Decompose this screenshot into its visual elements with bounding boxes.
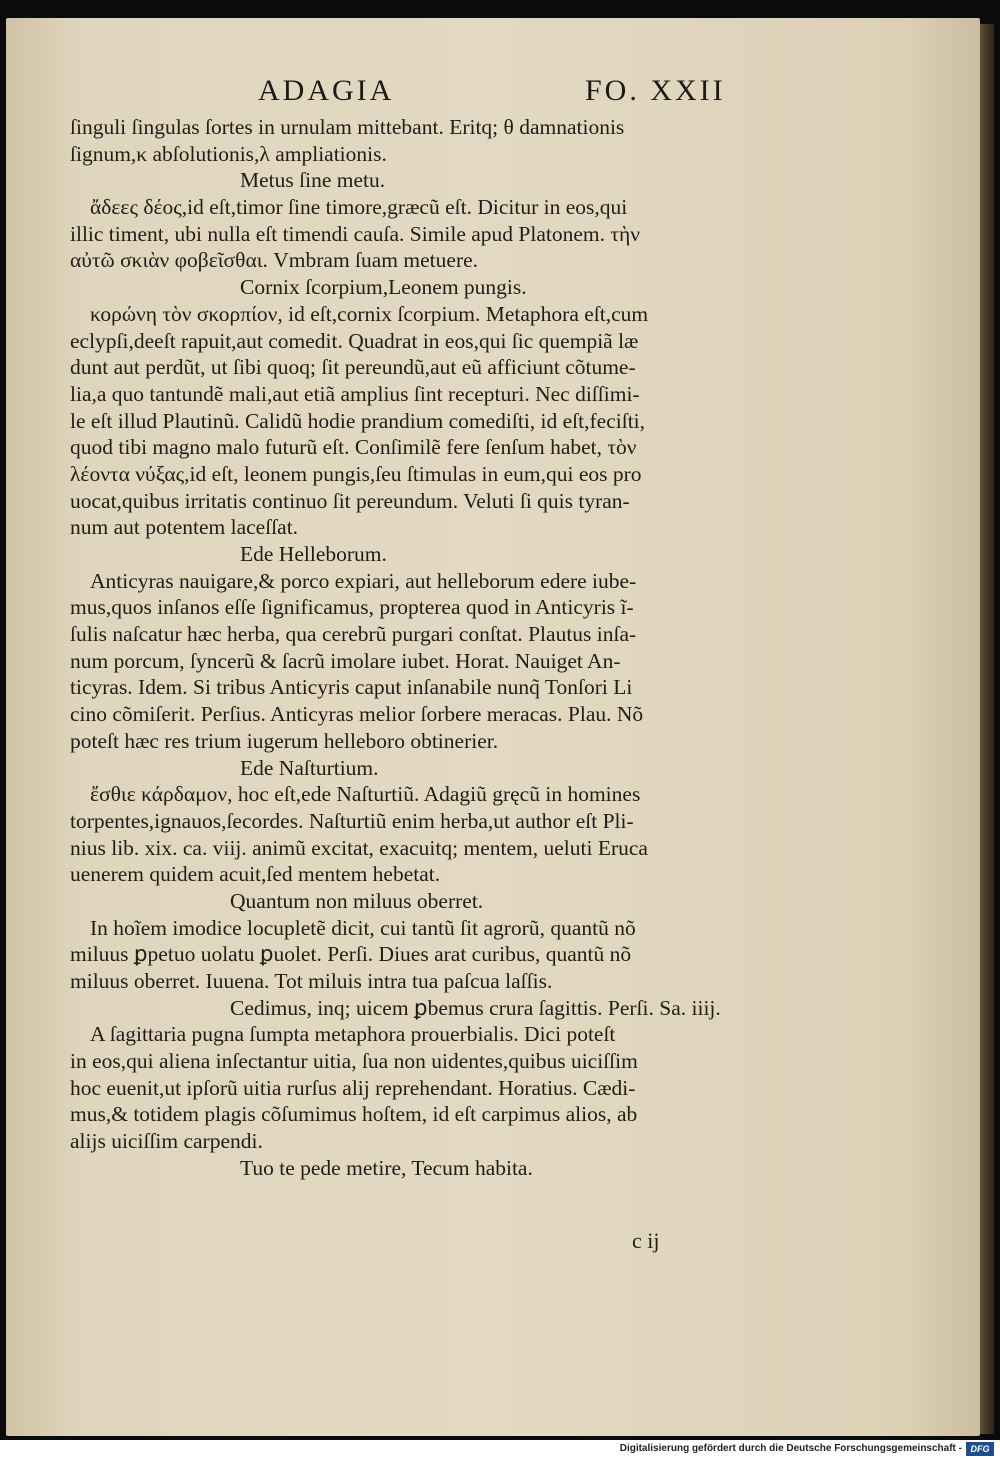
text-line: le eſt illud Plautinũ. Calidũ hodie prandium comediſti, id eſt,feciſti, — [70, 408, 646, 433]
text-line: num porcum, ſyncerũ & ſacrũ imolare iubet. Horat. Nauiget An- — [70, 648, 621, 673]
text-line: Anticyras nauigare,& porco expiari, aut helleborum edere iube- — [90, 568, 637, 593]
page-header — [0, 74, 1000, 114]
adage-heading: Ede Helleborum. — [240, 542, 387, 566]
page-edge — [980, 24, 994, 1434]
funding-credit: Digitalisierung gefördert durch die Deutsche Forschungsgemeinschaft - — [619, 1443, 962, 1454]
text-line: ἔσθιε κάρδαμον, hoc eſt,ede Naſturtiũ. Adagiũ gręcũ in homines — [90, 782, 641, 807]
footer-bar — [0, 1440, 1000, 1459]
signature-mark: c ij — [632, 1228, 660, 1253]
text-line: mus,quos inſanos eſſe ſignificamus, propterea quod in Anticyris ĩ- — [70, 595, 634, 620]
text-line: poteſt hæc res trium iugerum helleboro obtinerier. — [70, 728, 499, 753]
text-line: alijs uiciſſim carpendi. — [70, 1129, 263, 1154]
adage-heading: Metus ſine metu. — [240, 168, 386, 193]
text-line: ſulis naſcatur hæc herba, qua cerebrũ purgari conſtat. Plautus inſa- — [70, 622, 637, 647]
running-title: ADAGIA — [258, 74, 395, 107]
adage-heading: Tuo te pede metire, Tecum habita. — [240, 1155, 533, 1180]
text-line: in eos,qui aliena inſectantur uitia, ſua non uidentes,quibus uiciſſim — [70, 1049, 638, 1074]
text-line: A ſagittaria pugna ſumpta metaphora prouerbialis. Dici poteſt — [90, 1022, 616, 1047]
text-line: cino cõmiſerit. Perſius. Anticyras melior ſorbere meracas. Plau. Nõ — [70, 702, 644, 727]
text-line: quod tibi magno malo futurũ eſt. Conſimilẽ fere ſenſum habet, τὸν — [70, 435, 637, 460]
text-line: ſinguli ſingulas ſortes in urnulam mittebant. Eritq; θ damnationis — [70, 115, 625, 139]
text-line: num aut potentem laceſſat. — [70, 515, 299, 540]
adage-heading: Cornix ſcorpium,Leonem pungis. — [240, 275, 527, 300]
adage-heading: Cedimus, inq; uicem ꝑbemus crura ſagittis. Perſi. Sa. iiij. — [230, 995, 721, 1020]
adage-heading: Quantum non miluus oberret. — [230, 888, 484, 913]
text-line: torpentes,ignauos,ſecordes. Naſturtiũ enim herba,ut author eſt Pli- — [70, 808, 634, 833]
text-line: dunt aut perdũt, ut ſibi quoq; ſit pereundũ,aut eũ afficiunt cõtume- — [70, 355, 636, 380]
text-line: κορώνη τὸν σκορπίον, id eſt,cornix ſcorpium. Metaphora eſt,cum — [90, 301, 649, 326]
text-line: In hoĩem imodice locupletẽ dicit, cui tantũ ſit agrorũ, quantũ nõ — [90, 915, 636, 940]
folio-number: FO. XXII — [585, 74, 726, 107]
text-line: lia,a quo tantundẽ mali,aut etiã amplius ſint recepturi. Nec diſſimi- — [70, 381, 640, 406]
adage-heading: Ede Naſturtium. — [240, 755, 379, 780]
main-text-block — [70, 114, 770, 1182]
text-line: ſignum,κ abſolutionis,λ ampliationis. — [70, 141, 387, 166]
text-line: uenerem quidem acuit,ſed mentem hebetat. — [70, 862, 441, 887]
text-line: mus,& totidem plagis cõſumimus hoſtem, id eſt carpimus alios, ab — [70, 1102, 638, 1127]
text-line: miluus oberret. Iuuena. Tot miluis intra tua paſcua laſſis. — [70, 969, 553, 993]
text-line: ticyras. Idem. Si tribus Anticyris caput inſanabile nunq̃ Tonſori Li — [70, 675, 633, 700]
text-line: uocat,quibus irritatis continuo ſit pereundum. Veluti ſi quis tyran- — [70, 488, 630, 513]
text-line: λέοντα νύξας,id eſt, leonem pungis,ſeu ſtimulas in eum,qui eos pro — [70, 461, 642, 486]
text-line: nius lib. xix. ca. viij. animũ excitat, exacuitq; mentem, ueluti Eruca — [70, 835, 648, 860]
text-line: eclypſi,deeſt rapuit,aut comedit. Quadrat in eos,qui ſic quempiã læ — [70, 328, 639, 353]
text-line: ἄδεες δέος,id eſt,timor ſine timore,græcũ eſt. Dicitur in eos,qui — [90, 195, 628, 220]
dfg-logo: DFG — [966, 1442, 994, 1456]
text-line: illic timent, ubi nulla eſt timendi cauſa. Simile apud Platonem. τὴν — [70, 221, 640, 246]
text-line: miluus ꝑpetuo uolatu ꝑuolet. Perſi. Diues arat curibus, quantũ nõ — [70, 942, 632, 967]
text-line: hoc euenit,ut ipſorũ uitia rurſus alij reprehendant. Horatius. Cædi- — [70, 1075, 636, 1100]
text-line: αὐτῶ σκιὰν φοβεῖσθαι. Vmbram ſuam metuere. — [70, 248, 479, 273]
